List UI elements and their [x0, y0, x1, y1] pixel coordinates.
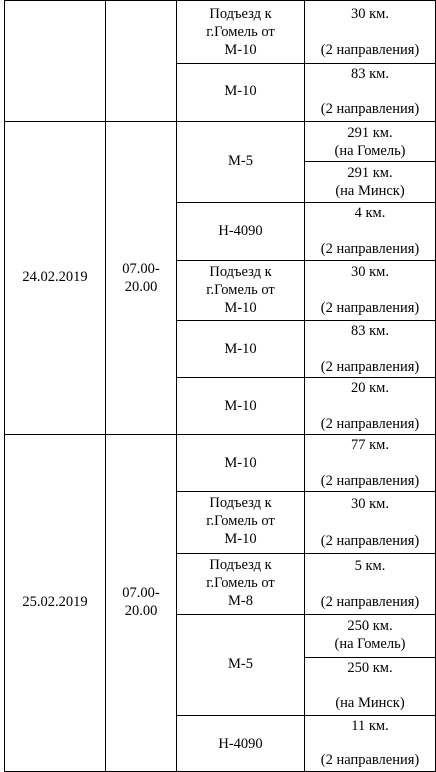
km-note: (2 направления)	[320, 752, 420, 768]
road-cell: М-5	[228, 656, 253, 672]
column-divider	[105, 0, 106, 772]
km-note: (2 направления)	[320, 416, 420, 432]
time-line: 07.00-	[122, 585, 160, 601]
table-border-top	[4, 0, 436, 1]
km-value: 77 км.	[351, 437, 389, 453]
road-cell: М-10	[224, 398, 257, 414]
time-cell	[106, 584, 176, 620]
row-divider	[176, 260, 436, 261]
row-divider	[176, 715, 436, 716]
km-value: 30 км.	[351, 496, 389, 512]
time-cell	[106, 260, 176, 296]
km-value: 11 км.	[351, 718, 389, 734]
km-value: 30 км.	[351, 264, 389, 280]
road-cell: Н-4090	[218, 736, 263, 752]
road-line: г.Гомель от	[206, 282, 275, 298]
road-cell	[177, 494, 304, 548]
km-value: 5 км.	[354, 558, 386, 574]
road-line: г.Гомель от	[206, 24, 275, 40]
date-cell: 24.02.2019	[22, 269, 88, 285]
km-note: (на Минск)	[335, 695, 405, 711]
km-value: 4 км.	[354, 205, 386, 221]
block-divider	[4, 434, 436, 435]
km-note: (2 направления)	[320, 533, 420, 549]
row-divider	[176, 320, 436, 321]
time-line: 07.00-	[122, 261, 160, 277]
km-value: 30 км.	[351, 6, 389, 22]
time-line: 20.00	[124, 603, 158, 619]
row-divider	[176, 614, 436, 615]
road-line: Подъезд к	[209, 264, 272, 280]
km-note: (2 направления)	[320, 300, 420, 316]
road-cell	[177, 556, 304, 610]
road-cell: М-5	[228, 153, 253, 169]
block-divider	[4, 121, 436, 122]
row-divider	[176, 553, 436, 554]
km-value: 291 км.	[347, 165, 393, 181]
date-cell: 25.02.2019	[22, 594, 88, 610]
km-subdivider	[304, 657, 436, 658]
road-line: г.Гомель от	[206, 575, 275, 591]
km-note: (на Гомель)	[334, 143, 406, 159]
km-value: 20 км.	[351, 380, 389, 396]
km-value: 83 км.	[351, 323, 389, 339]
time-line: 20.00	[124, 279, 158, 295]
km-note: (на Минск)	[335, 183, 405, 199]
road-line: Подъезд к	[209, 557, 272, 573]
row-divider	[176, 377, 436, 378]
road-line: М-10	[224, 531, 257, 547]
km-note: (2 направления)	[320, 101, 420, 117]
km-subdivider	[304, 161, 436, 162]
road-cell: М-10	[224, 341, 257, 357]
km-note: (2 направления)	[320, 594, 420, 610]
road-cell: М-10	[224, 455, 257, 471]
road-line: Подъезд к	[209, 6, 272, 22]
road-cell: Н-4090	[218, 223, 263, 239]
road-line: М-10	[224, 42, 257, 58]
road-line: М-10	[224, 300, 257, 316]
km-value: 291 км.	[347, 125, 393, 141]
km-value: 83 км.	[351, 66, 389, 82]
table-border-left	[4, 0, 5, 772]
km-value: 250 км.	[347, 618, 393, 634]
row-divider	[176, 63, 436, 64]
road-line: М-8	[228, 593, 253, 609]
row-divider	[176, 491, 436, 492]
road-cell	[177, 263, 304, 317]
km-note: (2 направления)	[320, 241, 420, 257]
road-line: г.Гомель от	[206, 513, 275, 529]
km-note: (2 направления)	[320, 359, 420, 375]
km-note: (2 направления)	[320, 473, 420, 489]
row-divider	[176, 202, 436, 203]
road-cell: М-10	[224, 83, 257, 99]
km-note: (2 направления)	[320, 42, 420, 58]
road-line: Подъезд к	[209, 495, 272, 511]
km-note: (на Гомель)	[334, 636, 406, 652]
road-cell	[177, 5, 304, 59]
km-value: 250 км.	[347, 660, 393, 676]
